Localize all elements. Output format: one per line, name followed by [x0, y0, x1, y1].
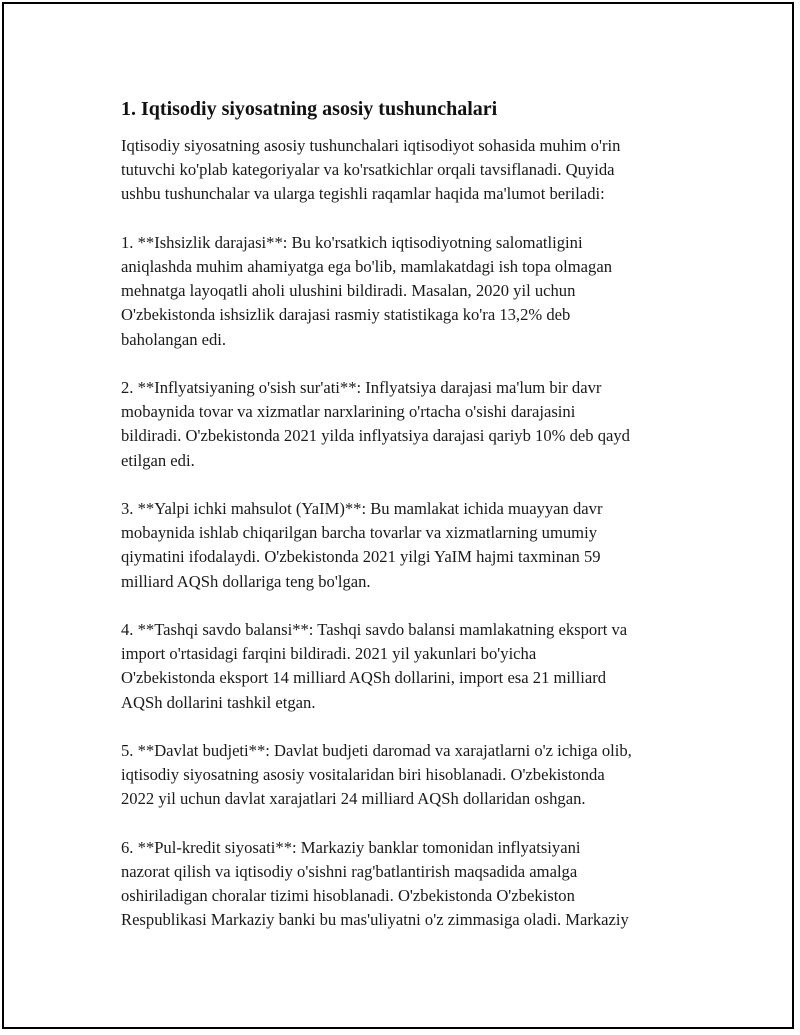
- text-line: mobaynida tovar va xizmatlar narxlarining o'rtacha o'sishi darajasini: [121, 402, 576, 422]
- paragraph-monetary-policy: [121, 836, 701, 933]
- section-heading: 1. Iqtisodiy siyosatning asosiy tushunchalari: [121, 98, 498, 120]
- text-line: AQSh dollarini tashkil etgan.: [121, 692, 316, 712]
- text-line: 4. **Tashqi savdo balansi**: Tashqi savdo balansi mamlakatning eksport va: [121, 620, 628, 639]
- text-line: oshiriladigan choralar tizimi hisoblanadi. O'zbekistonda O'zbekiston: [121, 886, 575, 906]
- page-frame: [2, 2, 794, 1029]
- document-body: [121, 96, 701, 957]
- text-line: mobaynida ishlab chiqarilgan barcha tovarlar va xizmatlarning umumiy: [121, 523, 597, 543]
- intro-paragraph: [121, 134, 701, 207]
- text-line: 6. **Pul-kredit siyosati**: Markaziy banklar tomonidan inflyatsiyani: [121, 837, 581, 857]
- text-line: aniqlashda muhim ahamiyatga ega bo'lib, mamlakatdagi ish topa olmagan: [121, 257, 612, 276]
- paragraph-trade-balance: [121, 618, 701, 715]
- text-line: Respublikasi Markaziy banki bu mas'uliyatni o'z zimmasiga oladi. Markaziy: [121, 910, 629, 930]
- text-line: 5. **Davlat budjeti**: Davlat budjeti daromad va xarajatlarni o'z ichiga olib,: [121, 741, 632, 760]
- text-line: iqtisodiy siyosatning asosiy vositalaridan biri hisoblanadi. O'zbekistonda: [121, 765, 605, 785]
- text-line: O'zbekistonda ishsizlik darajasi rasmiy statistikaga ko'ra 13,2% deb: [121, 305, 571, 325]
- paragraph-unemployment: [121, 231, 701, 352]
- text-line: milliard AQSh dollariga teng bo'lgan.: [121, 571, 371, 591]
- text-line: 3. **Yalpi ichki mahsulot (YaIM)**: Bu mamlakat ichida muayyan davr: [121, 499, 603, 518]
- text-line: mehnatga layoqatli aholi ulushini bildiradi. Masalan, 2020 yil uchun: [121, 281, 576, 301]
- text-line: O'zbekistonda eksport 14 milliard AQSh dollarini, import esa 21 milliard: [121, 668, 607, 688]
- text-line: Iqtisodiy siyosatning asosiy tushunchalari iqtisodiyot sohasida muhim o'rin: [121, 136, 621, 155]
- text-line: baholangan edi.: [121, 329, 227, 349]
- text-line: qiymatini ifodalaydi. O'zbekistonda 2021 yilgi YaIM hajmi taxminan 59: [121, 547, 601, 567]
- text-line: import o'rtasidagi farqini bildiradi. 2021 yil yakunlari bo'yicha: [121, 644, 537, 664]
- text-line: bildiradi. O'zbekistonda 2021 yilda inflyatsiya darajasi qariyb 10% deb qayd: [121, 426, 630, 446]
- paragraph-gdp: [121, 497, 701, 594]
- text-line: 2022 yil uchun davlat xarajatlari 24 milliard AQSh dollaridan oshgan.: [121, 789, 586, 809]
- text-line: etilgan edi.: [121, 450, 195, 470]
- paragraph-state-budget: [121, 739, 701, 812]
- text-line: ushbu tushunchalar va ularga tegishli raqamlar haqida ma'lumot beriladi:: [121, 184, 605, 204]
- text-line: nazorat qilish va iqtisodiy o'sishni rag'batlantirish maqsadida amalga: [121, 862, 578, 881]
- paragraph-inflation: [121, 376, 701, 473]
- text-line: 1. **Ishsizlik darajasi**: Bu ko'rsatkich iqtisodiyotning salomatligini: [121, 232, 583, 252]
- text-line: tutuvchi ko'plab kategoriyalar va ko'rsatkichlar orqali tavsiflanadi. Quyida: [121, 160, 615, 180]
- text-line: 2. **Inflyatsiyaning o'sish sur'ati**: Inflyatsiya darajasi ma'lum bir davr: [121, 378, 602, 397]
